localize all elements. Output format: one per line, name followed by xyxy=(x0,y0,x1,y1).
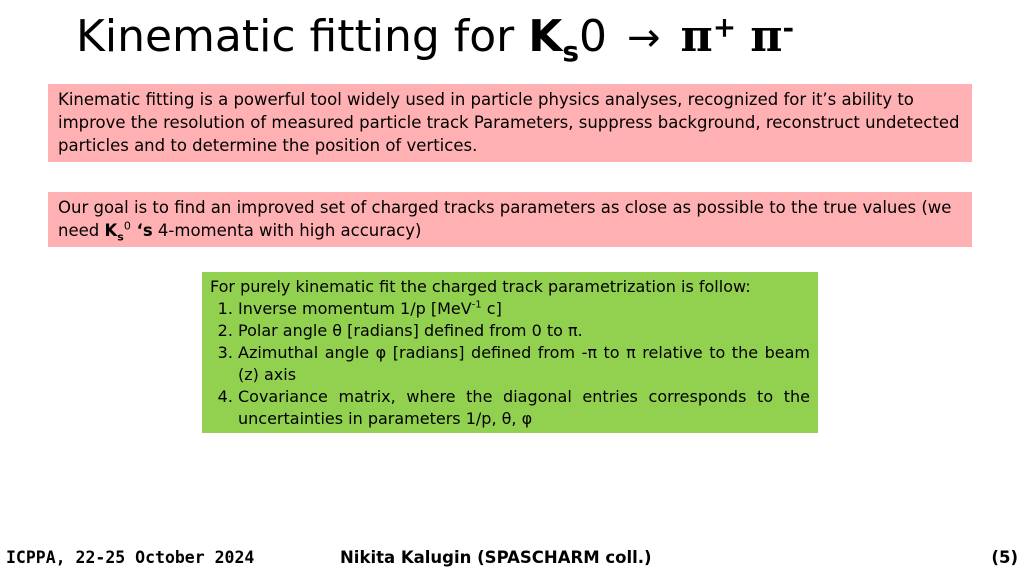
title-kaon: $K_s$ xyxy=(528,11,580,68)
list-item: 2. Polar angle θ [radians] defined from 0 to π. xyxy=(238,320,810,342)
title-pi-minus: π- xyxy=(750,11,795,62)
arrow-symbol: → xyxy=(627,15,661,61)
parametrization-intro: For purely kinematic fit the charged track parametrization is follow: xyxy=(210,277,751,296)
goal-box xyxy=(48,192,972,247)
slide-title xyxy=(76,11,795,68)
list-item: 3. Azimuthal angle φ [radians] defined from -π to π relative to the beam (z) axis xyxy=(238,342,810,386)
goal-kaon-charge: 0 xyxy=(123,219,131,233)
footer-author: Nikita Kalugin (SPASCHARM coll.) xyxy=(340,548,652,567)
title-text: Kinematic fitting for xyxy=(76,11,529,62)
intro-box: Kinematic fitting is a powerful tool widely used in particle physics analyses, recognized for it’s ability to improve the resolution of measured particle track Parameters, suppress background, reconstruct undetected particles and to determine the position of vertices. xyxy=(48,84,972,162)
title-kaon-charge: 0 xyxy=(579,11,608,62)
list-item: 4. Covariance matrix, where the diagonal entries corresponds to the uncertainties in parameters 1/p, θ, φ xyxy=(238,386,810,430)
list-item: 1. Inverse momentum 1/p [MeV$^{-1}$ c] xyxy=(238,298,810,320)
goal-apostrophe-s: ‘s xyxy=(130,221,153,240)
parameter-list xyxy=(210,298,810,430)
footer-conference: ICPPA, 22-25 October 2024 xyxy=(6,548,255,567)
goal-text-end: 4-momenta with high accuracy) xyxy=(152,221,422,240)
title-pi-plus: π+ xyxy=(680,11,737,62)
footer-page-number: (5) xyxy=(991,548,1018,567)
goal-kaon: $K_s$ xyxy=(104,221,124,244)
goal-text: Our goal is to find an improved set of charged tracks parameters as close as possible to the true values (we need xyxy=(58,198,952,240)
parametrization-box xyxy=(202,272,818,433)
